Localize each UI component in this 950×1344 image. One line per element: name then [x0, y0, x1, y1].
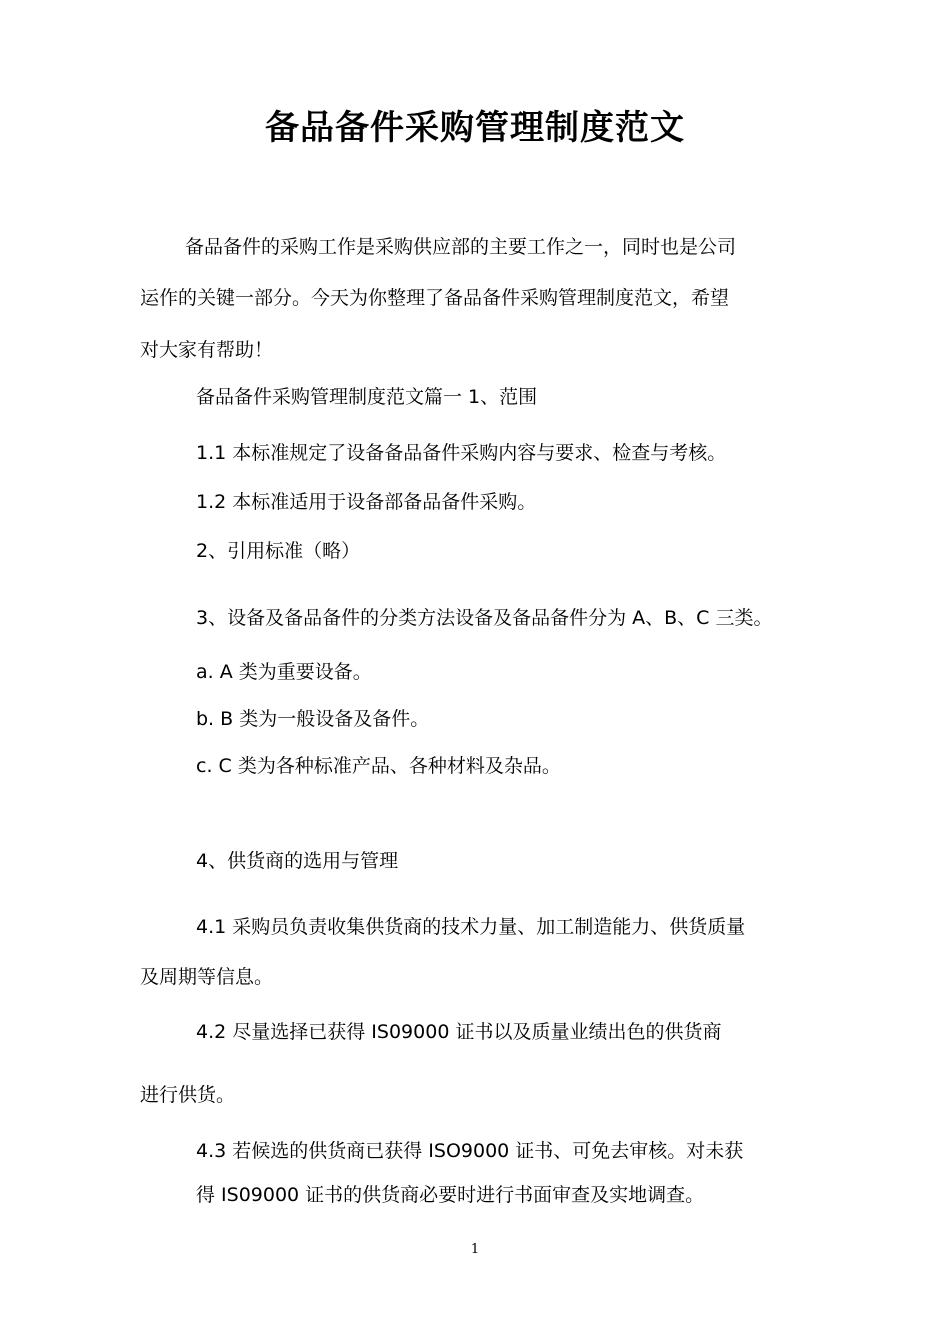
section-4-3-line-2: 得 IS09000 证书的供货商必要时进行书面审查及实地调查。	[196, 1184, 705, 1206]
section-4-1-line-1: 4.1 采购员负责收集供货商的技术力量、加工制造能力、供货质量	[196, 916, 746, 938]
section-3-c: c. C 类为各种标准产品、各种材料及杂品。	[196, 755, 561, 777]
section-4-3-line-1: 4.3 若候选的供货商已获得 ISO9000 证书、可免去审核。对未获	[196, 1140, 744, 1162]
section-4: 4、供货商的选用与管理	[196, 850, 399, 872]
page-number: 1	[470, 1242, 480, 1257]
section-3-a: a. A 类为重要设备。	[196, 661, 372, 683]
section-4-2-line-2: 进行供货。	[140, 1084, 236, 1106]
intro-line-3: 对大家有帮助！	[140, 339, 274, 361]
section-1-heading: 备品备件采购管理制度范文篇一 1、范围	[196, 386, 538, 408]
section-3: 3、设备及备品备件的分类方法设备及备品备件分为 A、B、C 三类。	[196, 607, 773, 629]
section-3-b: b. B 类为一般设备及备件。	[196, 708, 430, 730]
section-1-2: 1.2 本标准适用于设备部备品备件采购。	[196, 491, 537, 513]
section-4-2-line-1: 4.2 尽量选择已获得 IS09000 证书以及质量业绩出色的供货商	[196, 1021, 722, 1043]
intro-line-2: 运作的关键一部分。今天为你整理了备品备件采购管理制度范文，希望	[140, 287, 730, 309]
section-4-1-line-2: 及周期等信息。	[140, 966, 274, 988]
intro-line-1: 备品备件的采购工作是采购供应部的主要工作之一，同时也是公司	[185, 236, 737, 258]
document-title: 备品备件采购管理制度范文	[265, 108, 685, 148]
section-2: 2、引用标准（略）	[196, 540, 361, 562]
section-1-1: 1.1 本标准规定了设备备品备件采购内容与要求、检查与考核。	[196, 442, 727, 464]
